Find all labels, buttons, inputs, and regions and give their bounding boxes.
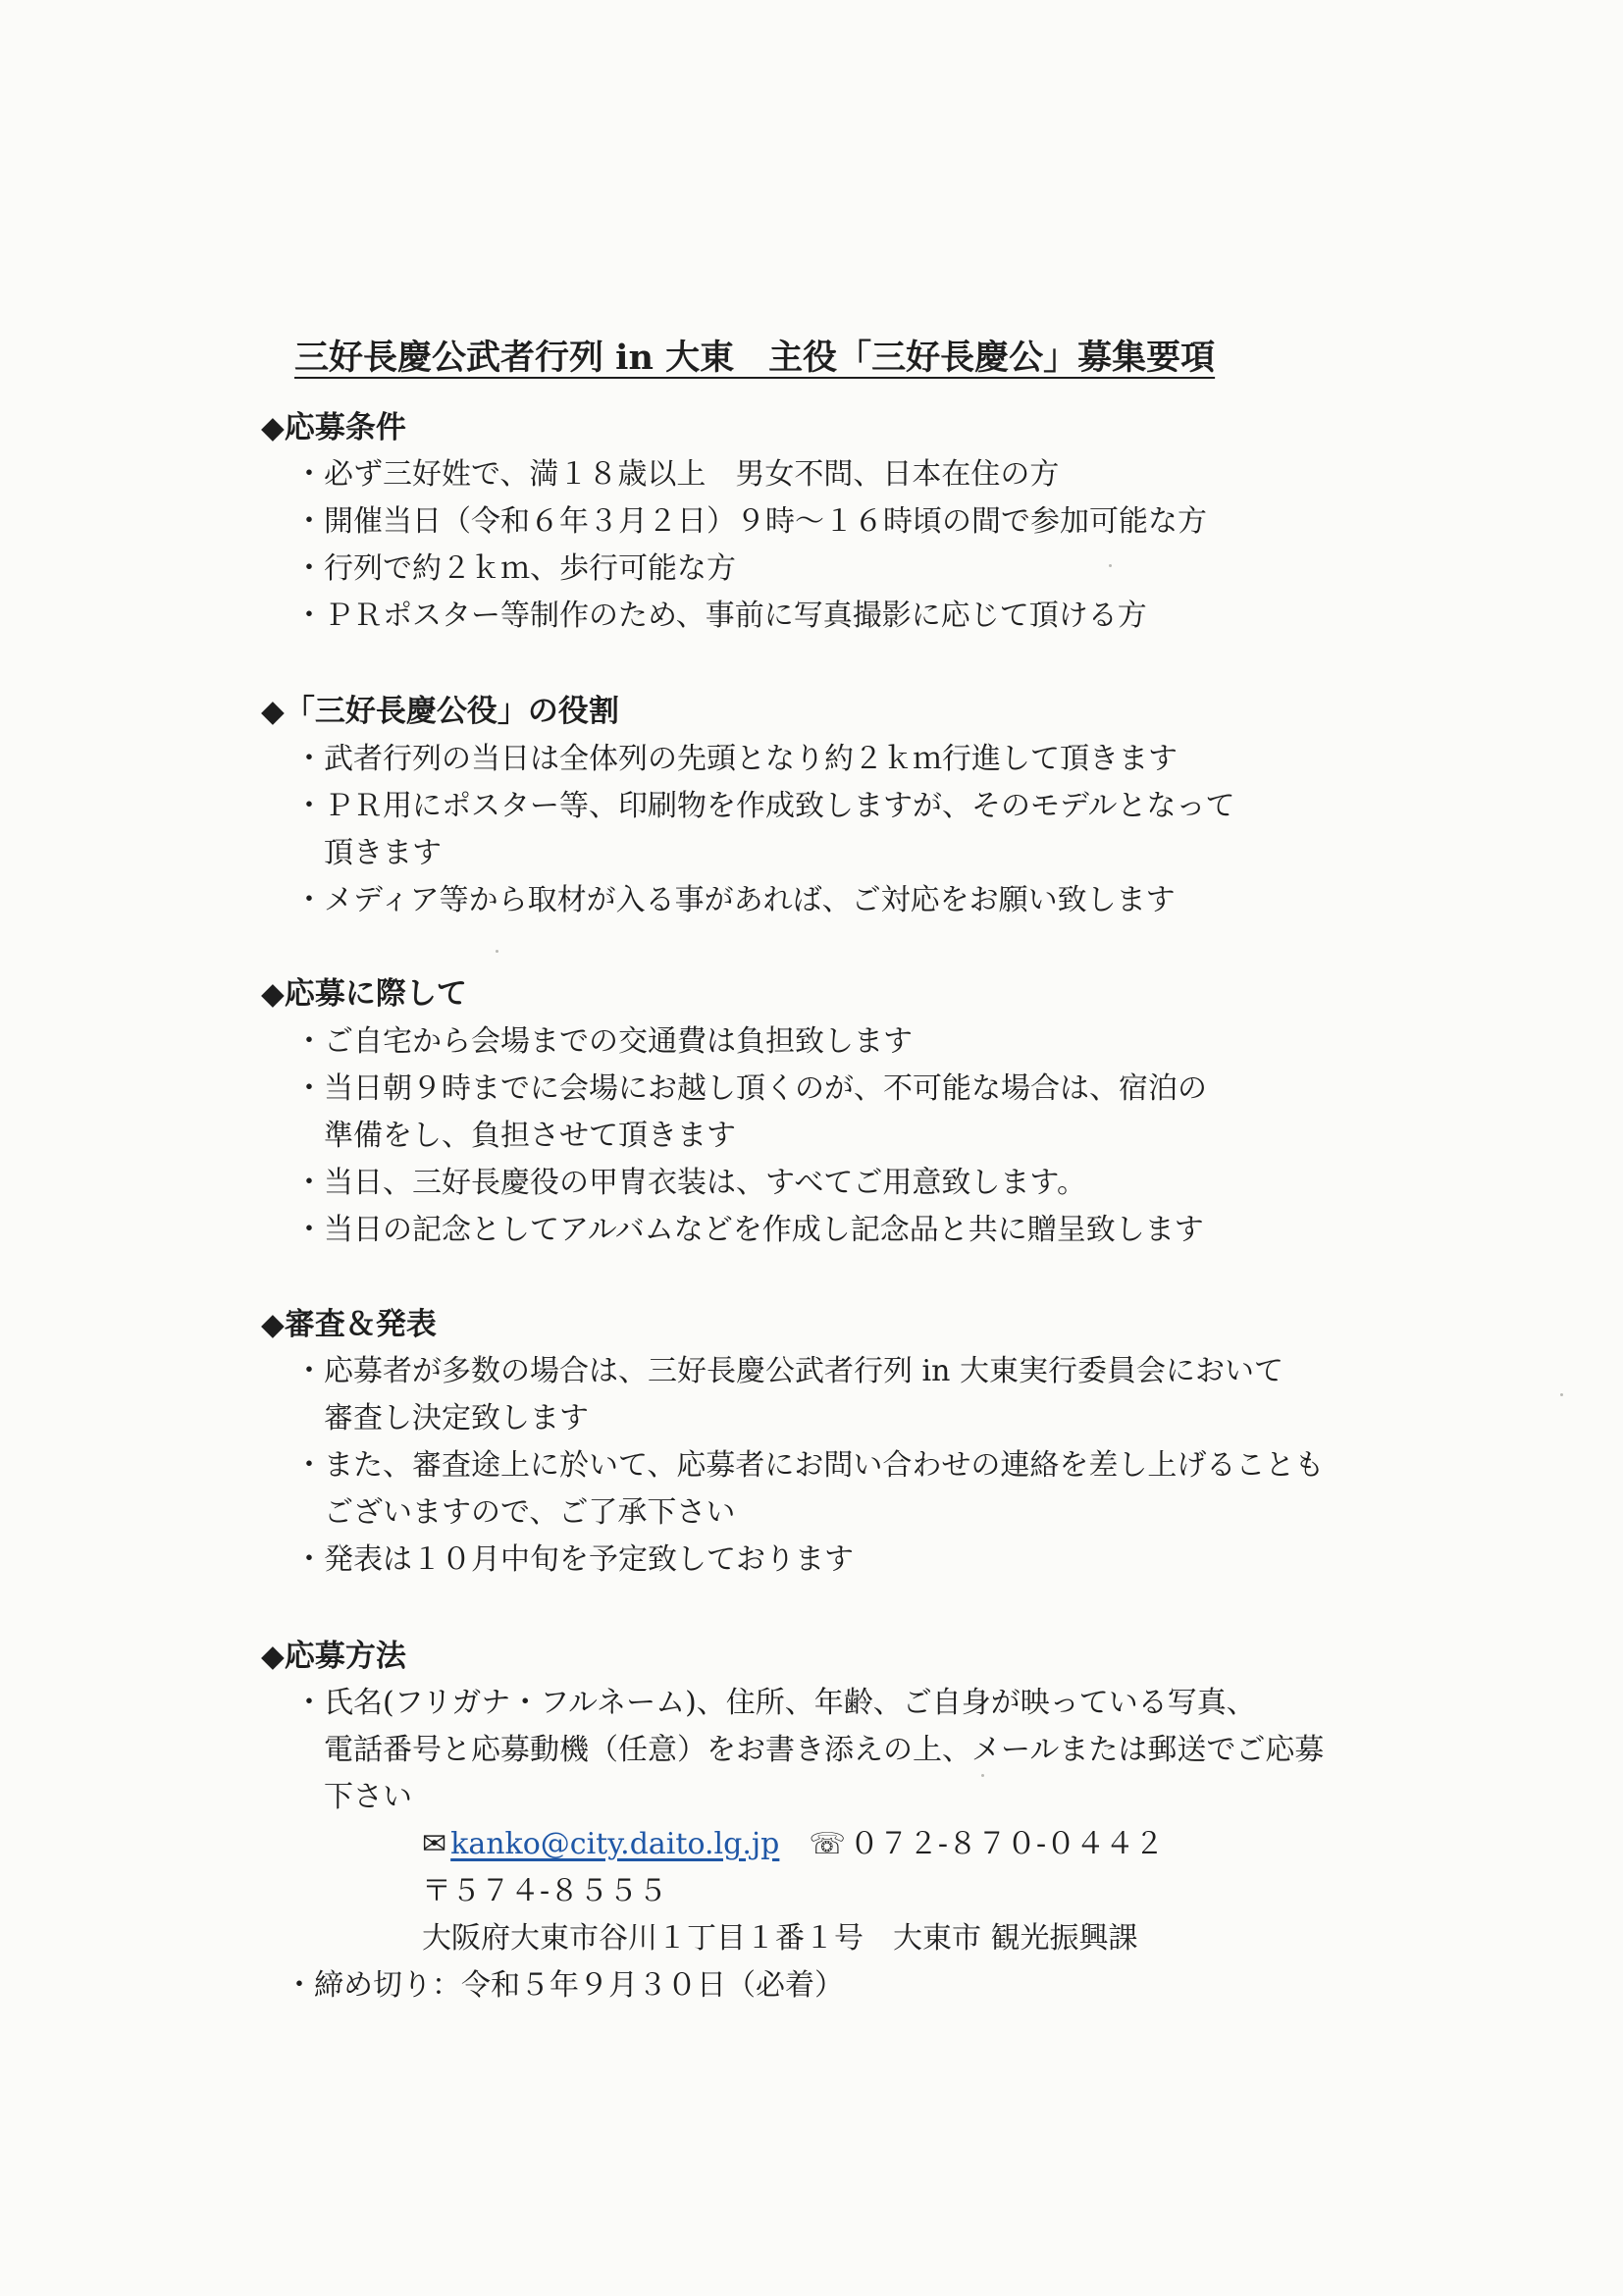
conditions-item: ・開催当日（令和６年３月２日）９時～１６時頃の間で参加可能な方 [294,504,1207,539]
contact-line [422,1821,1164,1868]
notes-item: ・当日、三好長慶役の甲冑衣装は、すべてご用意致します。 [294,1166,1086,1200]
section-heading-review: ◆審査＆発表 [261,1307,437,1342]
mail-icon: ✉ [422,1827,447,1861]
notes-item: ・当日の記念としてアルバムなどを作成し記念品と共に贈呈致します [294,1213,1204,1247]
conditions-item: ・ＰＲポスター等制作のため、事前に写真撮影に応じて頂ける方 [294,599,1147,633]
conditions-item: ・行列で約２ｋｍ、歩行可能な方 [294,551,736,586]
email-link[interactable]: kanko@city.daito.lg.jp [450,1827,780,1861]
deadline: ・締め切り：令和５年９月３０日（必着） [285,1968,844,2003]
postal-address: 大阪府大東市谷川１丁目１番１号 大東市 観光振興課 [422,1921,1138,1956]
section-heading-role: ◆「三好長慶公役」の役割 [261,694,619,729]
phone-number: ０７２-８７０-０４４２ [849,1827,1165,1861]
method-item: ・氏名(フリガナ・フルネーム)、住所、年齢、ご自身が映っている写真、 電話番号と応募動機（任意）をお書き添えの上、メールまたは郵送でご応募 下さい [294,1686,1325,1814]
document-title: 三好長慶公武者行列 in 大東 主役「三好長慶公」募集要項 [294,338,1216,378]
postal-code: 〒５７４-８５５５ [422,1874,668,1908]
role-item: ・武者行列の当日は全体列の先頭となり約２ｋｍ行進して頂きます [294,742,1178,776]
phone-icon: ☏ [809,1827,846,1861]
review-item: ・応募者が多数の場合は、三好長慶公武者行列 in 大東実行委員会において 審査し決定致します [294,1354,1283,1435]
scan-speck [981,1774,984,1777]
conditions-item: ・必ず三好姓で、満１８歳以上 男女不問、日本在住の方 [294,457,1060,492]
role-item: ・ＰＲ用にポスター等、印刷物を作成致しますが、そのモデルとなって 頂きます [294,789,1235,870]
scan-speck [496,950,498,953]
notes-item: ・当日朝９時までに会場にお越し頂くのが、不可能な場合は、宿泊の 準備をし、負担させて頂きます [294,1071,1207,1153]
review-item: ・発表は１０月中旬を予定致しております [294,1542,854,1577]
role-item: ・メディア等から取材が入る事があれば、ご対応をお願い致します [294,883,1176,917]
notes-item: ・ご自宅から会場までの交通費は負担致します [294,1024,913,1059]
section-heading-notes: ◆応募に際して [261,976,467,1012]
section-heading-conditions: ◆応募条件 [261,410,406,445]
scan-speck [1560,1393,1563,1396]
review-item: ・また、審査途上に於いて、応募者にお問い合わせの連絡を差し上げることも ございますので、ご了承下さい [294,1448,1325,1530]
section-heading-method: ◆応募方法 [261,1639,406,1674]
scan-speck [1109,564,1112,567]
